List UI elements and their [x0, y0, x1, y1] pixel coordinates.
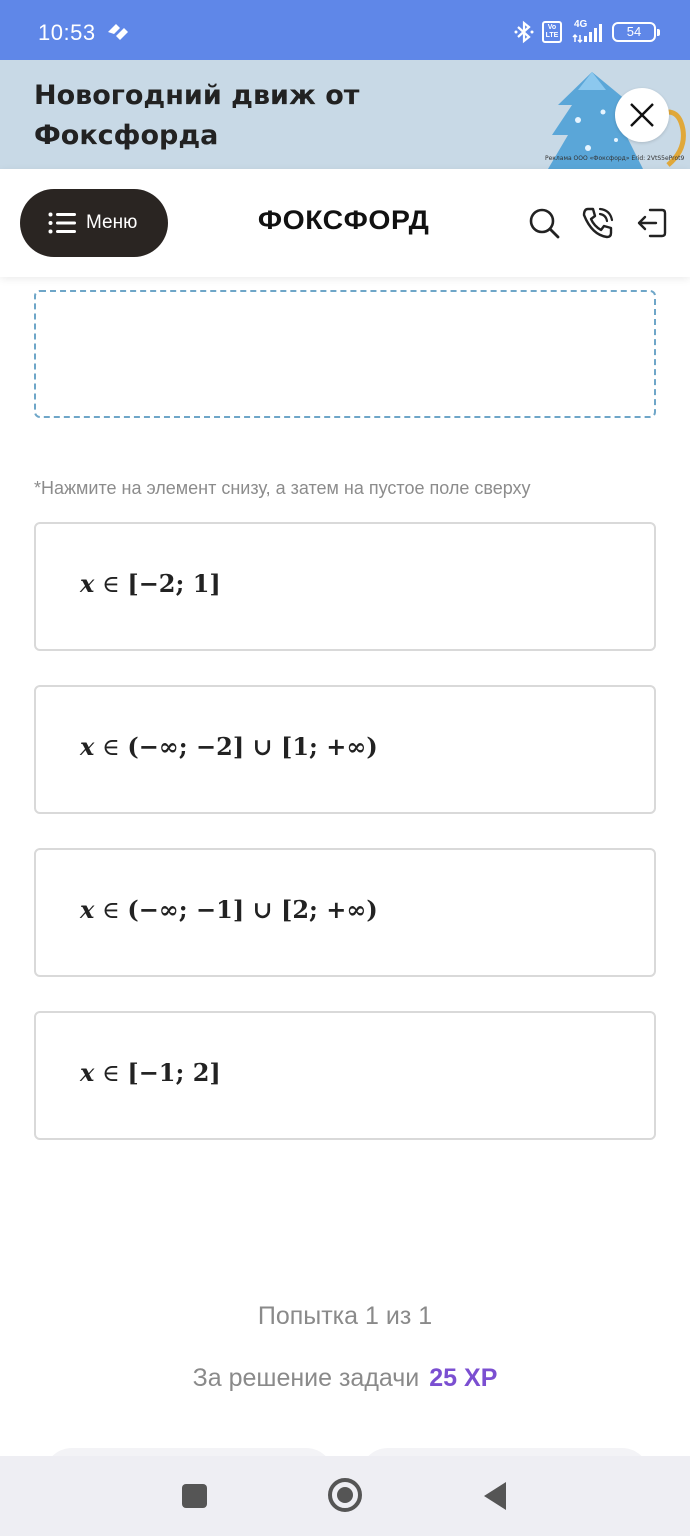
signal-icon	[570, 20, 604, 44]
bluetooth-icon	[514, 20, 534, 44]
system-nav-bar	[0, 1456, 690, 1536]
back-button[interactable]	[484, 1482, 506, 1510]
attempt-counter: Попытка 1 из 1	[257, 1302, 433, 1330]
reward-info	[0, 1364, 690, 1393]
network-type: 4G	[574, 19, 588, 30]
ad-banner[interactable]	[0, 60, 690, 169]
answer-option[interactable]	[34, 1011, 656, 1140]
close-icon	[629, 102, 655, 128]
ad-disclaimer: Реклама ООО «Фоксфорд» Erid: 2VtS5eProt9	[545, 155, 685, 162]
menu-label: Меню	[86, 212, 138, 233]
status-icons	[514, 20, 656, 44]
battery-icon: 54	[612, 22, 656, 42]
list-icon	[48, 212, 76, 234]
banner-title: Новогодний движ от Фоксфорда	[34, 80, 360, 151]
menu-button[interactable]	[20, 189, 168, 257]
option-formula: x ∈ (−∞; −2] ∪ [1; +∞)	[80, 732, 378, 761]
answer-option[interactable]	[34, 522, 656, 651]
answer-drop-zone[interactable]	[34, 290, 656, 418]
option-formula: x ∈ (−∞; −1] ∪ [2; +∞)	[80, 895, 378, 924]
home-button[interactable]	[328, 1478, 362, 1512]
status-time: 10:53	[38, 20, 96, 45]
reward-label: За решение задачи	[192, 1364, 420, 1392]
status-bar	[0, 0, 690, 60]
option-formula: x ∈ [−2; 1]	[80, 569, 221, 598]
volte-icon: Vo LTE	[542, 21, 562, 43]
notification-app-icon	[106, 22, 130, 42]
answer-option[interactable]	[34, 685, 656, 814]
xp-badge: 25 XP	[429, 1364, 498, 1392]
option-formula: x ∈ [−1; 2]	[80, 1058, 221, 1087]
instruction-hint: *Нажмите на элемент снизу, а затем на пустое поле сверху	[34, 478, 531, 498]
recents-button[interactable]	[182, 1484, 207, 1508]
login-icon[interactable]	[634, 205, 670, 241]
banner-close-button[interactable]	[615, 88, 669, 142]
phone-icon[interactable]	[580, 205, 616, 241]
answer-option[interactable]	[34, 848, 656, 977]
site-header	[0, 169, 690, 277]
foxford-logo[interactable]: ФОКСФОРД	[257, 205, 430, 235]
search-icon[interactable]	[526, 205, 562, 241]
